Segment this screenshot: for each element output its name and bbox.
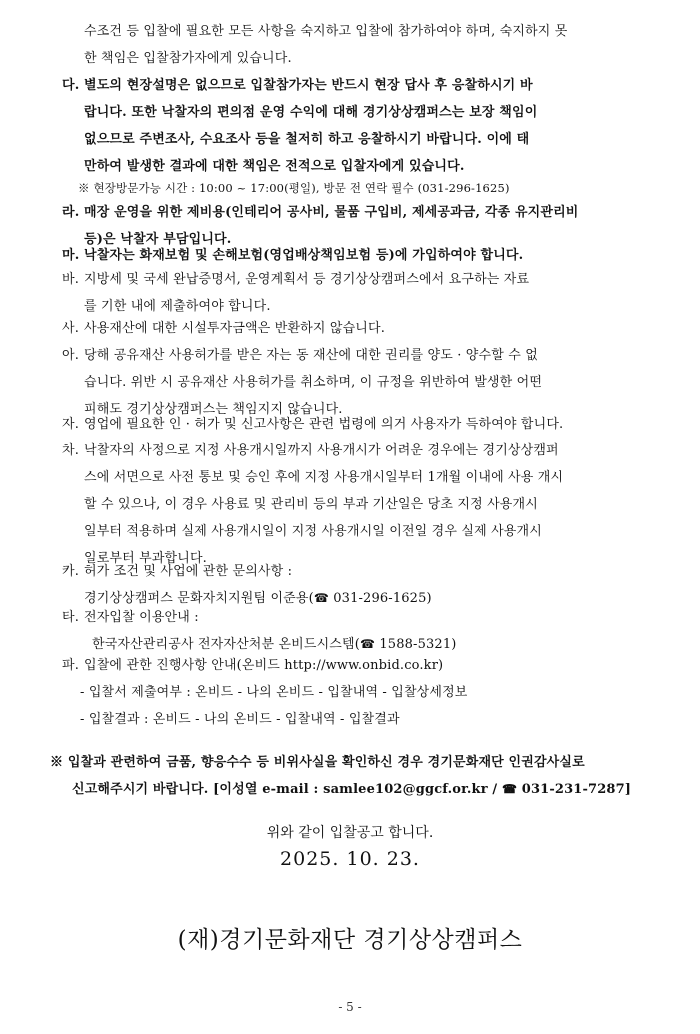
clause-da-line-1: 별도의 현장설명은 없으므로 입찰참가자는 반드시 현장 답사 후 응찰하시기 바 <box>84 78 533 93</box>
clause-ma-line-1: 낙찰자는 화재보험 및 손해보험(영업배상책임보험 등)에 가입하여야 합니다. <box>84 248 524 263</box>
clause-da-line-4: 만하여 발생한 결과에 대한 책임은 전적으로 입찰자에게 있습니다. <box>84 159 465 174</box>
clause-cha-line-3: 할 수 있으나, 이 경우 사용료 및 관리비 등의 부과 기산일은 당초 지정 사용개시 <box>84 497 538 512</box>
clause-pa <box>62 652 662 733</box>
clause-ta <box>62 604 662 658</box>
clause-marker: 바. <box>62 272 79 287</box>
clause-da <box>62 72 662 180</box>
phone-icon: ☎ <box>501 782 518 796</box>
clause-ra-line-1: 매장 운영을 위한 제비용(인테리어 공사비, 물품 구입비, 제세공과금, 각종 유지관리비 <box>84 205 579 220</box>
clause-ba <box>62 266 662 320</box>
clause-ka-line-1: 허가 조건 및 사업에 관한 문의사항 : <box>84 564 293 579</box>
clause-cha-line-4: 일부터 적용하며 실제 사용개시일이 지정 사용개시일 이전일 경우 실제 사용개시 <box>84 524 542 539</box>
clause-a-line-3: 피해도 경기상상캠퍼스는 책임지지 않습니다. <box>84 402 343 417</box>
clause-pa-line-1: 입찰에 관한 진행사항 안내(온비드 http://www.onbid.co.kr) <box>84 658 444 673</box>
phone-icon: ☎ <box>359 637 376 651</box>
ethics-notice-line-2 <box>50 776 665 803</box>
clause-cha <box>62 437 662 572</box>
ethics-notice <box>50 749 665 803</box>
clause-cha-line-1: 낙찰자의 사정으로 지정 사용개시일까지 사용개시가 어려운 경우에는 경기상상캠퍼 <box>84 443 559 458</box>
clause-sa-line-1: 사용재산에 대한 시설투자금액은 반환하지 않습니다. <box>84 321 385 336</box>
phone-icon: ☎ <box>313 591 329 605</box>
clause-marker: 자. <box>62 417 79 432</box>
inquiry-phone: 031-296-1625) <box>333 591 432 606</box>
clause-da-line-2: 랍니다. 또한 낙찰자의 편의점 운영 수익에 대해 경기상상캠퍼스는 보장 책임이 <box>84 105 538 120</box>
clause-pa-sub-2: - 입찰결과 : 온비드 - 나의 온비드 - 입찰내역 - 입찰결과 <box>80 712 400 727</box>
clause-da-line-3: 없으므로 주변조사, 수요조사 등을 철저히 하고 응찰하시기 바랍니다. 이에 태 <box>84 132 530 147</box>
clause-ra-line-2: 등)은 낙찰자 부담입니다. <box>84 232 232 247</box>
clause-ja-line-1: 영업에 필요한 인 · 허가 및 신고사항은 관련 법령에 의거 사용자가 득하여야 합니다. <box>84 417 564 432</box>
clause-marker: 사. <box>62 321 79 336</box>
intro-line-2: 한 책임은 입찰참가자에게 있습니다. <box>84 51 292 66</box>
clause-marker: 카. <box>62 564 79 579</box>
clause-ba-line-1: 지방세 및 국세 완납증명서, 운영계획서 등 경기상상캠퍼스에서 요구하는 자료 <box>84 272 530 287</box>
clause-marker: 차. <box>62 443 79 458</box>
clause-marker: 아. <box>62 348 79 363</box>
clause-marker: 다. <box>62 78 80 93</box>
announcement-date: 2025. 10. 23. <box>280 848 420 870</box>
clause-ta-line-1: 전자입찰 이용안내 : <box>84 610 199 625</box>
inquiry-contact-text: 경기상상캠퍼스 문화자치지원팀 이준용( <box>84 591 314 606</box>
ethics-notice-contact: 신고해주시기 바랍니다. [이성열 e-mail : samlee102@ggcf.or.kr / <box>72 782 498 797</box>
clause-ma <box>62 242 662 269</box>
clause-marker: 파. <box>62 658 79 673</box>
clause-marker: 타. <box>62 610 79 625</box>
clause-cha-line-5: 일로부터 부과합니다. <box>84 551 207 566</box>
clause-sa <box>62 315 662 342</box>
ethics-notice-line-1: ※ 입찰과 관련하여 금품, 향응수수 등 비위사실을 확인하신 경우 경기문화재단 인권감사실로 <box>50 755 585 770</box>
clause-a-line-2: 습니다. 위반 시 공유재산 사용허가를 취소하며, 이 규정을 위반하여 발생한 어떤 <box>84 375 543 390</box>
organization-name: (재)경기문화재단 경기상상캠퍼스 <box>177 927 523 953</box>
clause-ja <box>62 411 662 438</box>
site-visit-note <box>78 175 678 202</box>
clause-a-line-1: 당해 공유재산 사용허가를 받은 자는 동 재산에 대한 권리를 양도 · 양수할 수 없 <box>84 348 538 363</box>
clause-pa-sub-1: - 입찰서 제출여부 : 온비드 - 나의 온비드 - 입찰내역 - 입찰상세정보 <box>80 685 468 700</box>
closing-statement: 위와 같이 입찰공고 합니다. <box>266 825 434 841</box>
page-number: - 5 - <box>338 1000 362 1014</box>
intro-continuation <box>62 18 662 72</box>
clause-marker: 라. <box>62 205 80 220</box>
clause-ba-line-2: 를 기한 내에 제출하여야 합니다. <box>84 299 271 314</box>
intro-line-1: 수조건 등 입찰에 필요한 모든 사항을 숙지하고 입찰에 참가하여야 하며, 숙지하지 못 <box>84 24 568 39</box>
ethics-notice-phone: 031-231-7287] <box>521 782 632 797</box>
clause-marker: 마. <box>62 248 80 263</box>
clause-cha-line-2: 스에 서면으로 사전 통보 및 승인 후에 지정 사용개시일부터 1개월 이내에 사용 개시 <box>84 470 564 485</box>
site-visit-note-text: ※ 현장방문가능 시간 : 10:00 ~ 17:00(평일), 방문 전 연락 필수 (031-296-1625) <box>78 181 510 195</box>
onbid-contact-text: 한국자산관리공사 전자자산처분 온비드시스템( <box>92 637 360 652</box>
onbid-phone: 1588-5321) <box>379 637 457 652</box>
